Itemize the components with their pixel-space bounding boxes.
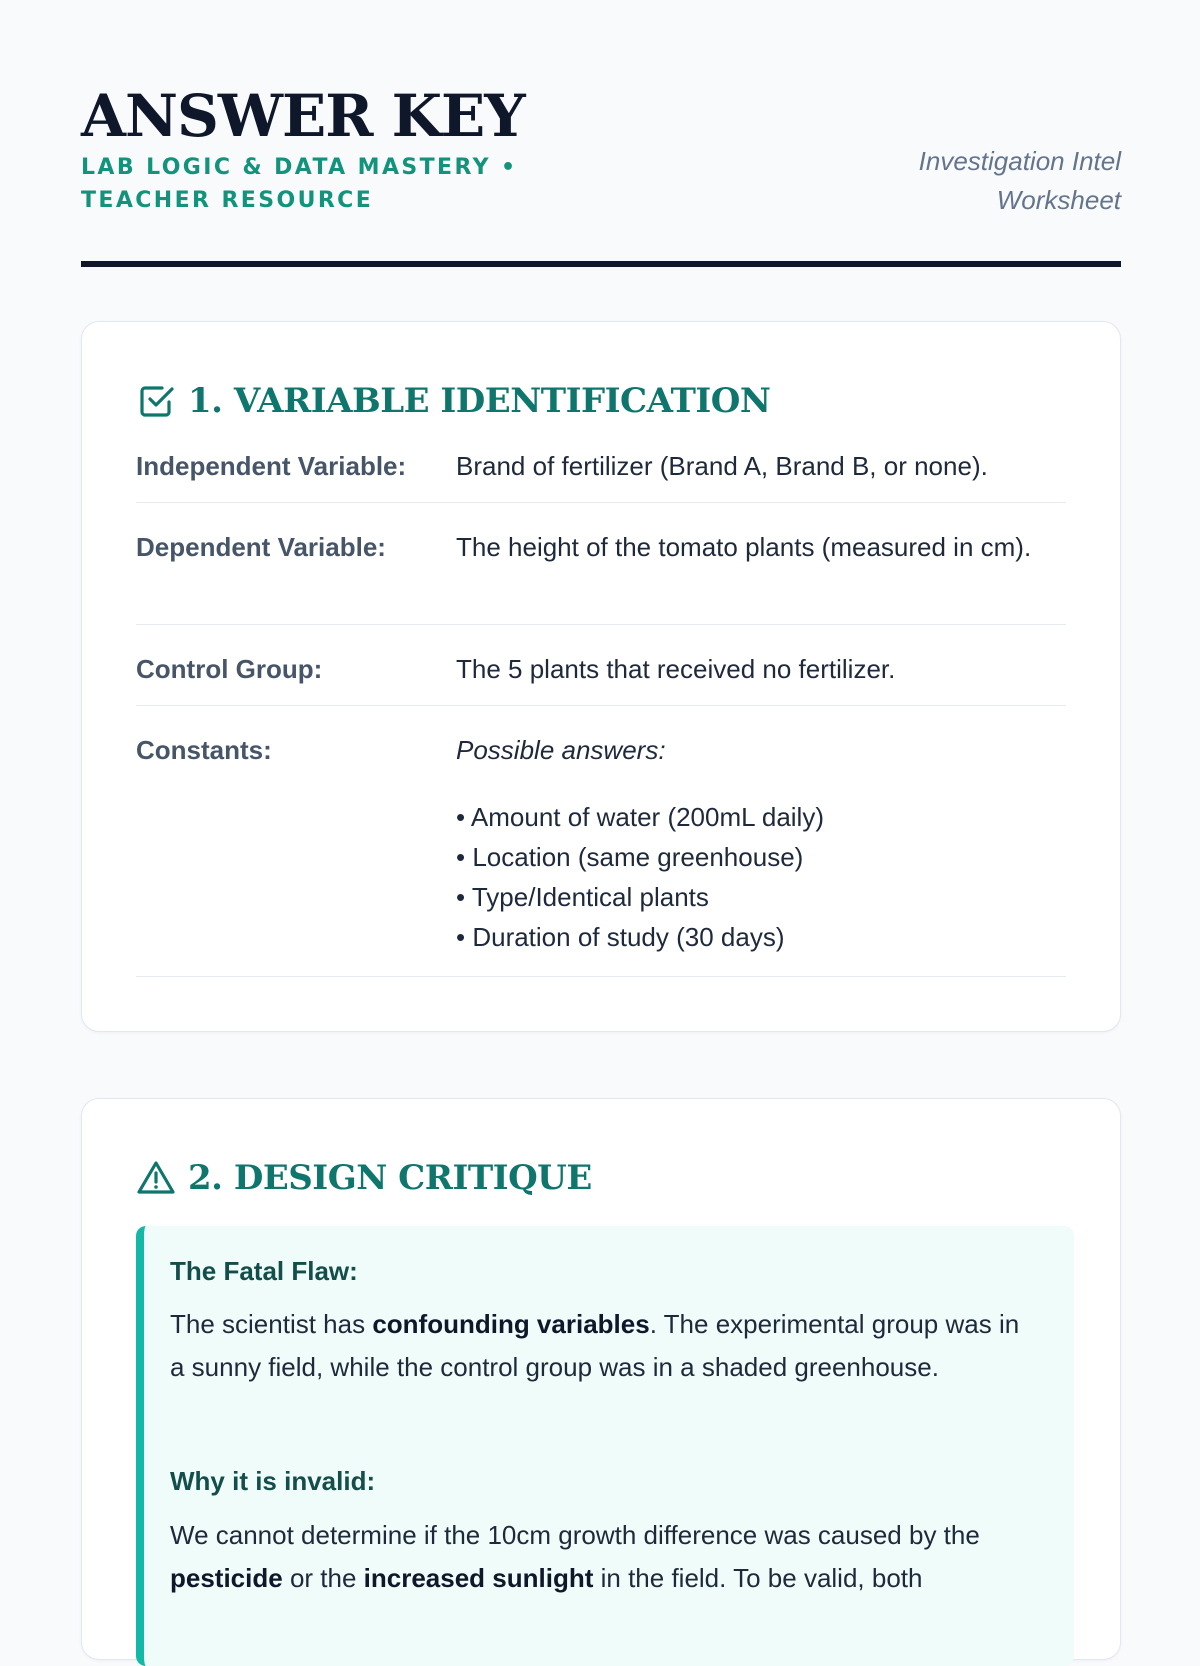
section-title-text: 1. VARIABLE IDENTIFICATION: [188, 381, 771, 421]
warning-triangle-icon: [136, 1158, 176, 1198]
text-segment: . The experimental group was in a sunny field, while the control group was in a shaded greenhouse.: [170, 1309, 1020, 1382]
text-segment: or the: [282, 1563, 364, 1593]
constants-list: [456, 797, 824, 957]
design-critique-card: [81, 1098, 1121, 1660]
list-item: • Type/Identical plants: [456, 877, 824, 917]
possible-answers-label: Possible answers:: [456, 735, 666, 765]
row-label: Dependent Variable:: [136, 532, 386, 562]
row-value: [456, 730, 1056, 952]
bold-term: increased sunlight: [363, 1563, 594, 1593]
header-divider: [81, 261, 1121, 267]
row-value: The height of the tomato plants (measured in cm).: [456, 532, 1032, 562]
worksheet-name: Investigation Intel Worksheet: [918, 146, 1121, 215]
fatal-flaw-heading: The Fatal Flaw:: [170, 1256, 358, 1286]
fatal-flaw-text: [170, 1303, 1040, 1389]
text-segment: We cannot determine if the 10cm growth difference was caused by the: [170, 1520, 980, 1550]
bold-term: pesticide: [170, 1563, 283, 1593]
definition-row: [136, 649, 1066, 706]
row-value: The 5 plants that received no fertilizer.: [456, 654, 896, 684]
variable-identification-card: [81, 321, 1121, 1032]
row-value: Brand of fertilizer (Brand A, Brand B, or none).: [456, 451, 988, 481]
section-heading: [136, 1157, 592, 1199]
list-item: • Amount of water (200mL daily): [456, 797, 824, 837]
page-title: ANSWER KEY: [81, 82, 525, 150]
text-segment: The scientist has: [170, 1309, 373, 1339]
section-title-text: 2. DESIGN CRITIQUE: [188, 1158, 592, 1198]
checkbox-check-icon: [136, 381, 176, 421]
definition-row: [136, 730, 1066, 977]
invalid-text: [170, 1514, 1040, 1600]
definition-row: [136, 446, 1066, 503]
invalid-heading: Why it is invalid:: [170, 1466, 376, 1496]
row-label: Constants:: [136, 735, 272, 765]
list-item: • Location (same greenhouse): [456, 837, 824, 877]
definition-row: [136, 527, 1066, 625]
page-header: [81, 84, 1121, 270]
page-subtitle: LAB LOGIC & DATA MASTERY • TEACHER RESOURCE: [81, 155, 518, 213]
section-heading: [136, 380, 771, 422]
text-segment: in the field. To be valid, both: [593, 1563, 923, 1593]
row-label: Control Group:: [136, 654, 323, 684]
bold-term: confounding variables: [372, 1309, 650, 1339]
list-item: • Duration of study (30 days): [456, 917, 824, 957]
row-label: Independent Variable:: [136, 451, 407, 481]
critique-callout: [136, 1226, 1074, 1666]
